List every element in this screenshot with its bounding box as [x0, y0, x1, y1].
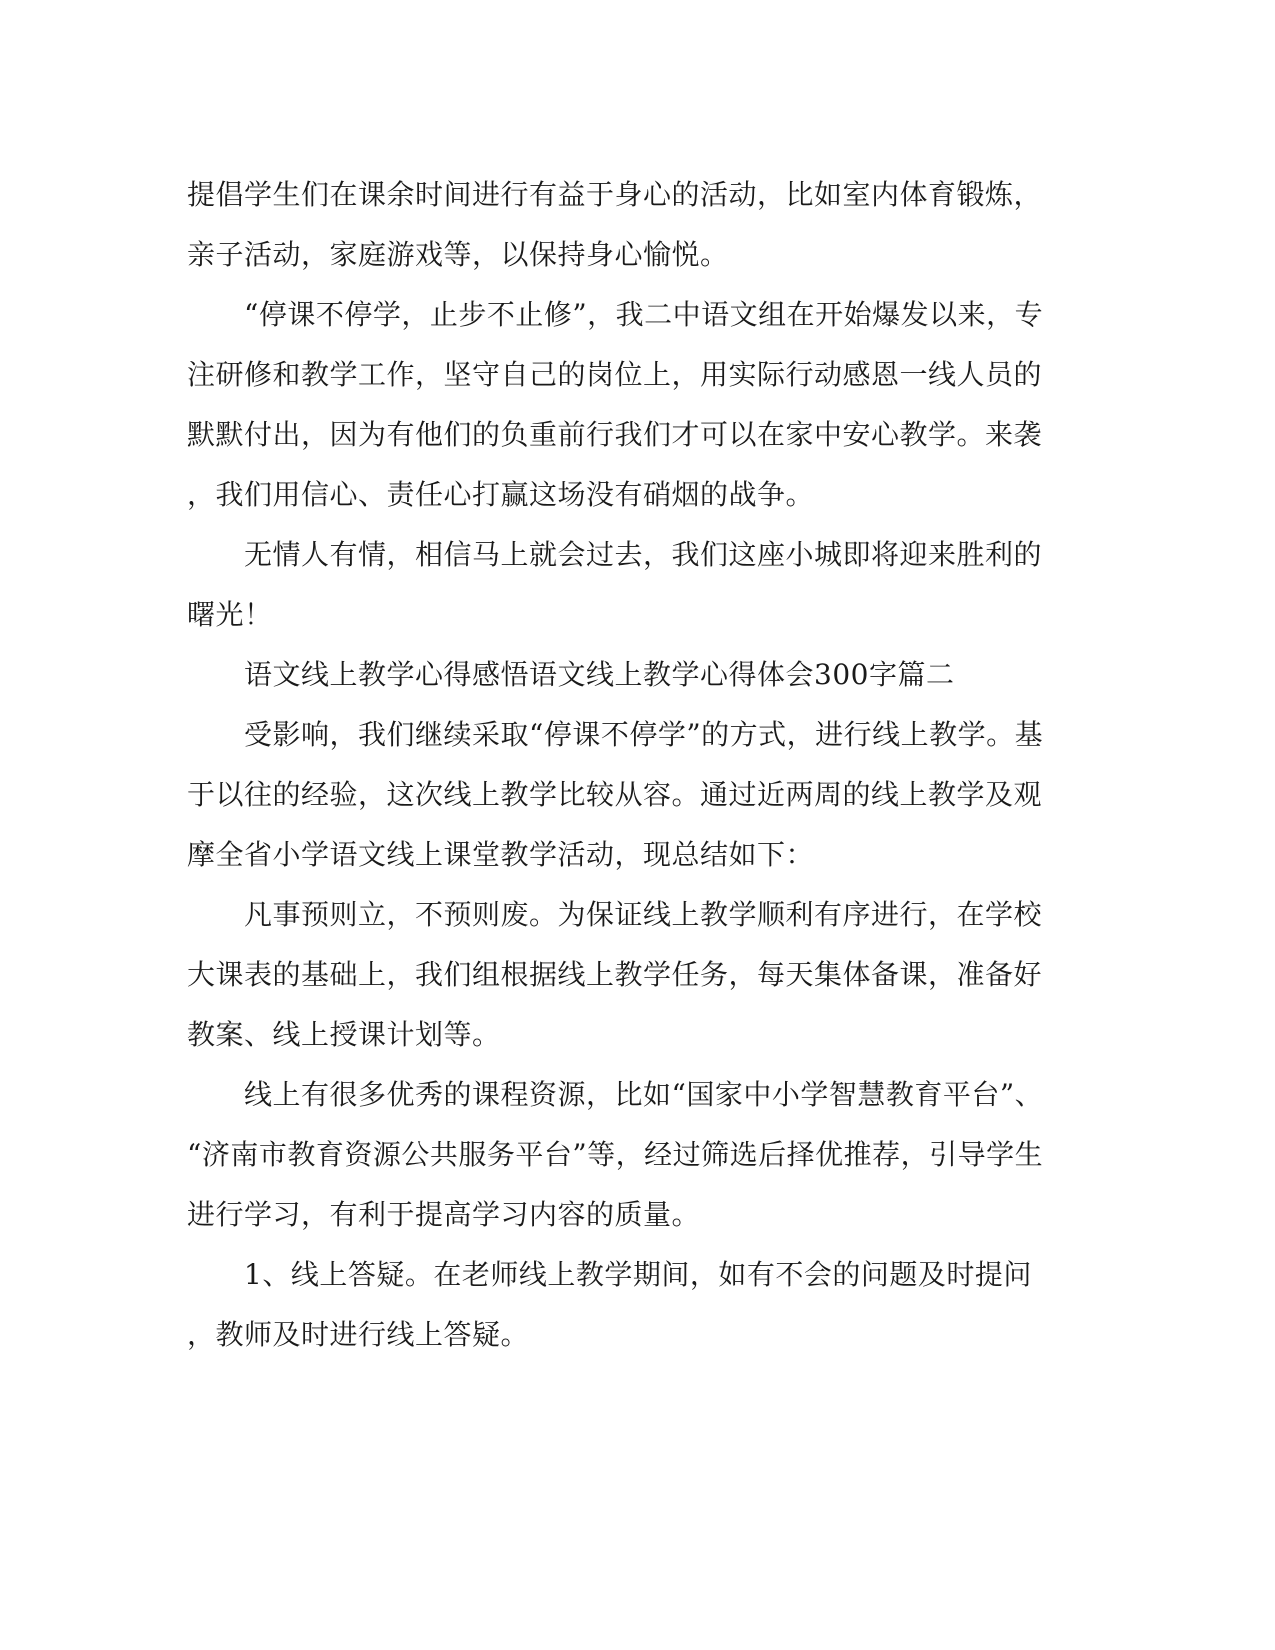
text-line: 受影响，我们继续采取“停课不停学”的方式，进行线上教学。基	[187, 718, 1044, 751]
text-line: 默默付出，因为有他们的负重前行我们才可以在家中安心教学。来袭	[187, 418, 1043, 451]
text-line: 曙光！	[187, 598, 273, 631]
text-line: 教案、线上授课计划等。	[187, 1018, 501, 1051]
text-line: 1、线上答疑。在老师线上教学期间，如有不会的问题及时提问	[187, 1258, 1032, 1291]
section-heading: 语文线上教学心得感悟语文线上教学心得体会300字篇二	[187, 658, 955, 691]
text-line: “济南市教育资源公共服务平台”等，经过筛选后择优推荐，引导学生	[187, 1138, 1044, 1171]
text-line: 凡事预则立，不预则废。为保证线上教学顺利有序进行，在学校	[187, 898, 1043, 931]
document-body	[187, 165, 1072, 1365]
text-line: 亲子活动，家庭游戏等，以保持身心愉悦。	[187, 238, 729, 271]
text-line: 提倡学生们在课余时间进行有益于身心的活动，比如室内体育锻炼，	[187, 178, 1043, 211]
text-line: 进行学习，有利于提高学习内容的质量。	[187, 1198, 701, 1231]
text-line: ，我们用信心、责任心打赢这场没有硝烟的战争。	[187, 478, 815, 511]
text-line: 摩全省小学语文线上课堂教学活动，现总结如下：	[187, 838, 815, 871]
text-line: 大课表的基础上，我们组根据线上教学任务，每天集体备课，准备好	[187, 958, 1043, 991]
text-line: 于以往的经验，这次线上教学比较从容。通过近两周的线上教学及观	[187, 778, 1043, 811]
text-line: 注研修和教学工作，坚守自己的岗位上，用实际行动感恩一线人员的	[187, 358, 1043, 391]
text-line: 无情人有情，相信马上就会过去，我们这座小城即将迎来胜利的	[187, 538, 1043, 571]
text-line: “停课不停学，止步不止修”，我二中语文组在开始爆发以来，专	[187, 298, 1044, 331]
text-line: ，教师及时进行线上答疑。	[187, 1318, 530, 1351]
text-line: 线上有很多优秀的课程资源，比如“国家中小学智慧教育平台”、	[187, 1078, 1044, 1111]
